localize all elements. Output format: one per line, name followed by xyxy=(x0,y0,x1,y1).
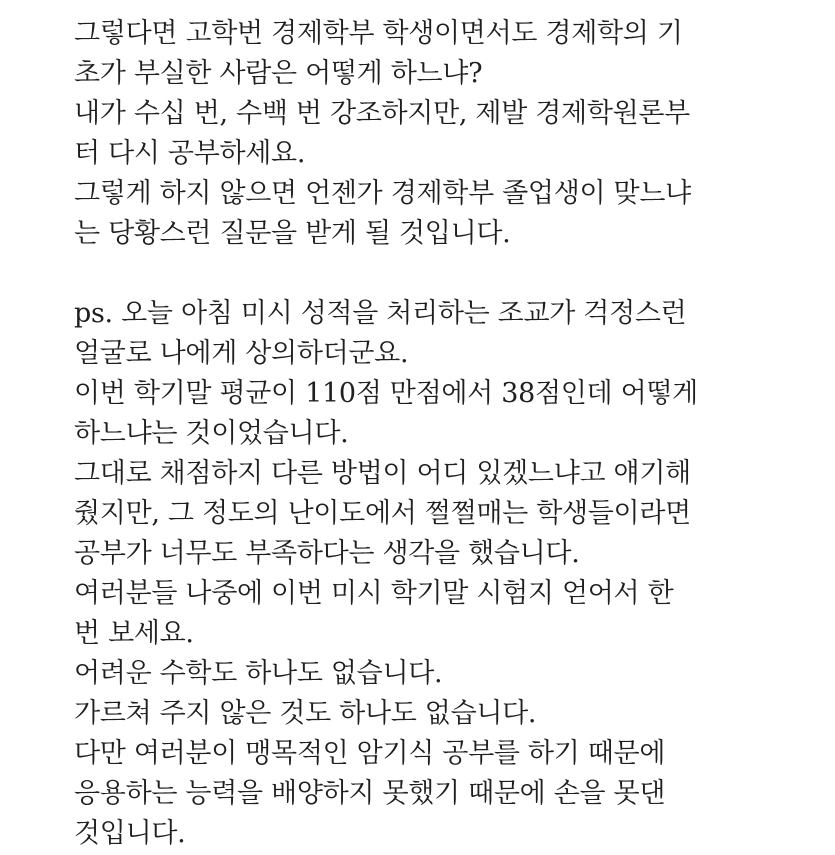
text-line: 가르쳐 주지 않은 것도 하나도 없습니다. xyxy=(74,698,537,729)
text-line: 얼굴로 나에게 상의하더군요. xyxy=(74,338,409,369)
text-line: 응용하는 능력을 배양하지 못했기 때문에 손을 못댄 xyxy=(74,778,666,809)
text-line: 것입니다. xyxy=(74,818,186,849)
paragraph-1 xyxy=(74,14,814,254)
text-line: 그렇다면 고학번 경제학부 학생이면서도 경제학의 기 xyxy=(74,18,683,49)
document-text xyxy=(74,14,814,854)
text-line: ps. 오늘 아침 미시 성적을 처리하는 조교가 걱정스런 xyxy=(74,298,687,329)
text-line: 터 다시 공부하세요. xyxy=(74,138,306,169)
text-line: 여러분들 나중에 이번 미시 학기말 시험지 얻어서 한 xyxy=(74,578,674,609)
text-line: 그렇게 하지 않으면 언젠가 경제학부 졸업생이 맞느냐 xyxy=(74,178,691,209)
text-line: 줬지만, 그 정도의 난이도에서 쩔쩔매는 학생들이라면 xyxy=(74,498,691,529)
text-line: 번 보세요. xyxy=(74,618,194,649)
paragraph-2 xyxy=(74,294,814,854)
text-line: 다만 여러분이 맹목적인 암기식 공부를 하기 때문에 xyxy=(74,738,666,769)
text-line: 공부가 너무도 부족하다는 생각을 했습니다. xyxy=(74,538,580,569)
text-line: 초가 부실한 사람은 어떻게 하느냐? xyxy=(74,58,483,89)
text-line: 는 당황스런 질문을 받게 될 것입니다. xyxy=(74,218,511,249)
text-line: 이번 학기말 평균이 110점 만점에서 38점인데 어떻게 xyxy=(74,378,698,409)
text-line: 어려운 수학도 하나도 없습니다. xyxy=(74,658,443,689)
text-line: 그대로 채점하지 다른 방법이 어디 있겠느냐고 얘기해 xyxy=(74,458,691,489)
text-line: 내가 수십 번, 수백 번 강조하지만, 제발 경제학원론부 xyxy=(74,98,690,129)
paragraph-gap xyxy=(74,254,814,294)
text-line: 하느냐는 것이었습니다. xyxy=(74,418,349,449)
